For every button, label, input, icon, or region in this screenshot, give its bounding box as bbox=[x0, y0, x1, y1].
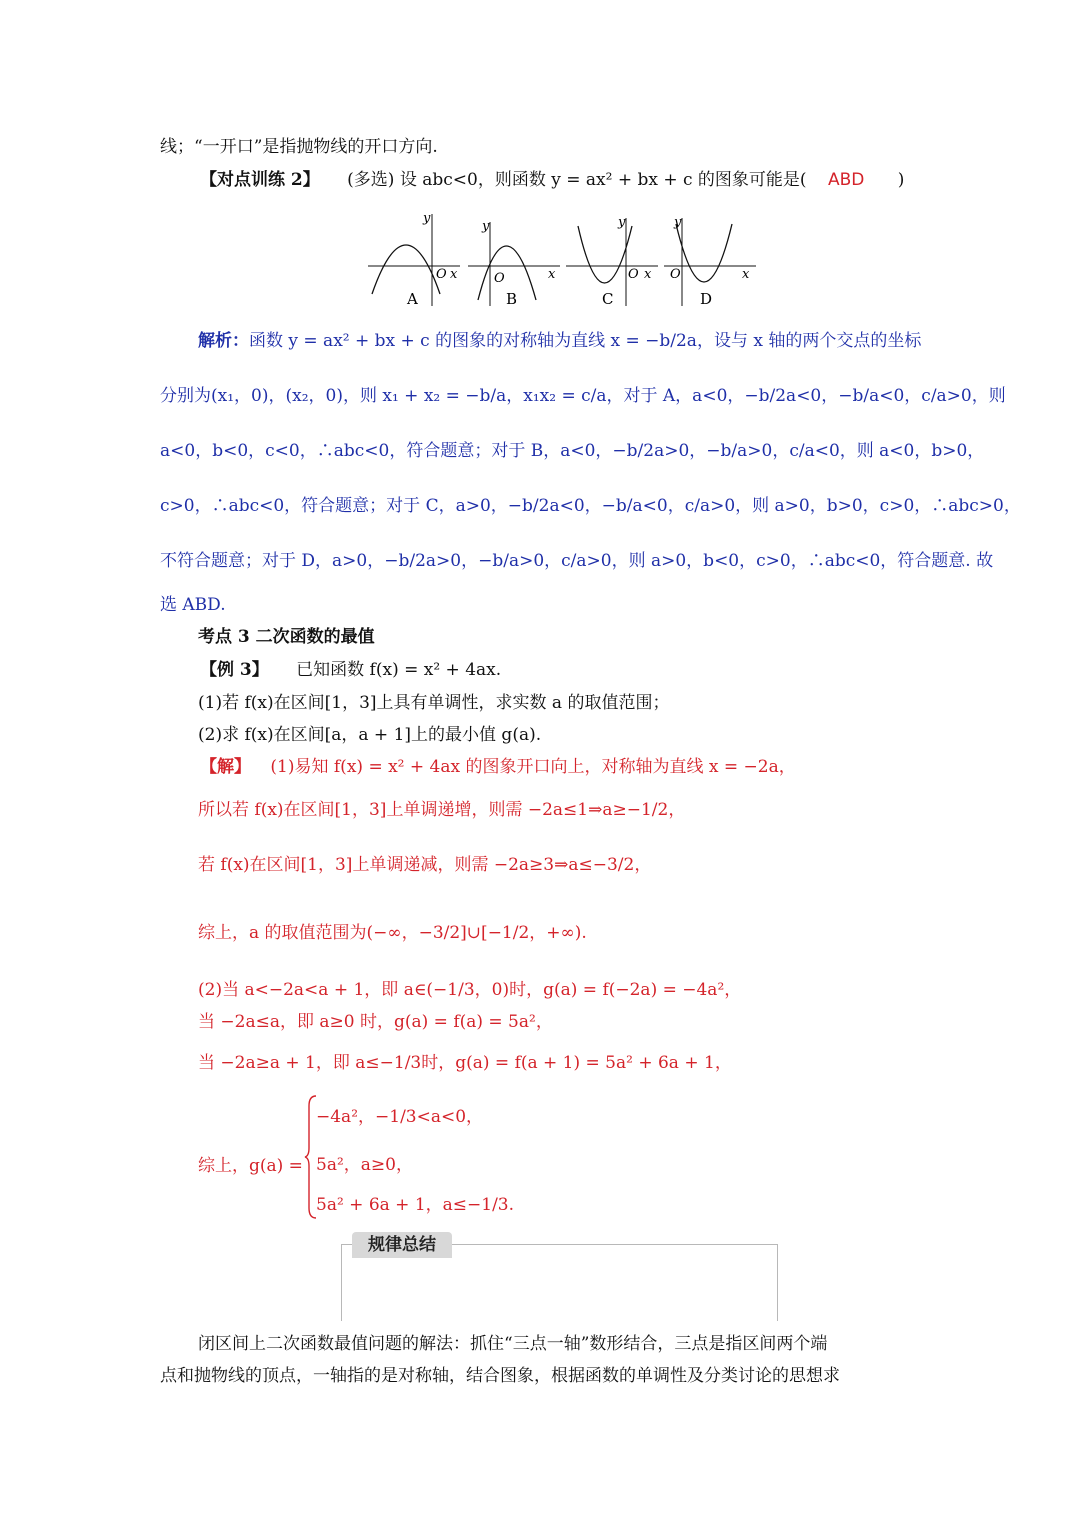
graph-b-origin: O bbox=[494, 271, 505, 286]
exercise-line bbox=[200, 165, 904, 190]
exercise-label: 【对点训练 2】 bbox=[200, 170, 320, 190]
exercise-close-paren: ) bbox=[897, 170, 905, 190]
piecewise-case-3: 5a² + 6a + 1，a≤−1/3. bbox=[316, 1195, 515, 1215]
graph-a-origin: O bbox=[436, 267, 447, 282]
analysis-line-2: 分别为(x₁，0)，(x₂，0)，则 x₁ + x₂ = −b/a，x₁x₂ = c/a，对于 A，a<0，−b/2a<0，−b/a<0，c/a>0，则 bbox=[160, 386, 1006, 406]
example-label: 【例 3】 bbox=[200, 660, 269, 680]
solution-line-7: 当 −2a≥a + 1，即 a≤−1/3时，g(a) = f(a + 1) = 5a² + 6a + 1， bbox=[198, 1053, 732, 1073]
analysis-label: 解析： bbox=[198, 331, 249, 351]
solution-line-1 bbox=[200, 752, 796, 777]
graph-c-letter: C bbox=[602, 290, 614, 308]
solution-line-4: 综上，a 的取值范围为(−∞，−3/2]∪[−1/2，+∞). bbox=[198, 923, 587, 943]
example-line bbox=[200, 655, 501, 680]
piecewise-case-1: −4a²，−1/3<a<0， bbox=[316, 1107, 484, 1127]
summary-tab: 规律总结 bbox=[352, 1232, 452, 1258]
analysis-text-1: 函数 y = ax² + bx + c 的图象的对称轴为直线 x = −b/2a，设与 x 轴的两个交点的坐标 bbox=[249, 331, 922, 351]
exercise-answer: ABD bbox=[827, 170, 865, 190]
example-text: 已知函数 f(x) = x² + 4ax. bbox=[296, 660, 502, 680]
piecewise-case-2: 5a²，a≥0， bbox=[316, 1155, 413, 1175]
graph-c bbox=[564, 210, 660, 310]
analysis-line-3: a<0，b<0，c<0，∴abc<0，符合题意；对于 B，a<0，−b/2a>0，−b/a>0，c/a<0，则 a<0，b>0， bbox=[160, 441, 985, 461]
intro-line: 线；“一开口”是指抛物线的开口方向. bbox=[160, 137, 438, 157]
analysis-line-4: c>0，∴abc<0，符合题意；对于 C，a>0，−b/2a<0，−b/a<0，c/a>0，则 a>0，b>0，c>0，∴abc>0， bbox=[160, 496, 1021, 516]
summary-line-2: 点和抛物线的顶点，一轴指的是对称轴，结合图象，根据函数的单调性及分类讨论的思想求 bbox=[160, 1366, 840, 1386]
graph-d-letter: D bbox=[700, 290, 713, 308]
graph-a-x-label: x bbox=[450, 267, 458, 282]
graph-b-letter: B bbox=[506, 290, 518, 308]
graph-d-origin: O bbox=[670, 267, 681, 282]
solution-label: 【解】 bbox=[200, 757, 251, 777]
graph-b-y-label: y bbox=[482, 219, 490, 234]
analysis-line-5: 不符合题意；对于 D，a>0，−b/2a>0，−b/a>0，c/a>0，则 a>0，b<0，c>0，∴abc<0，符合题意. 故 bbox=[160, 551, 994, 571]
analysis-line-1 bbox=[198, 326, 921, 351]
graph-c-origin: O bbox=[628, 267, 639, 282]
solution-text-1: (1)易知 f(x) = x² + 4ax 的图象开口向上，对称轴为直线 x = −2a， bbox=[270, 757, 796, 777]
graph-b bbox=[466, 210, 562, 310]
graph-d-y-label: y bbox=[674, 215, 682, 230]
example-question-2: (2)求 f(x)在区间[a，a + 1]上的最小值 g(a). bbox=[198, 725, 542, 745]
summary-line-1: 闭区间上二次函数最值问题的解法：抓住“三点一轴”数形结合，三点是指区间两个端 bbox=[198, 1334, 828, 1354]
solution-line-2: 所以若 f(x)在区间[1，3]上单调递增，则需 −2a≤1⇒a≥−1/2， bbox=[198, 800, 686, 820]
example-question-1: (1)若 f(x)在区间[1，3]上具有单调性，求实数 a 的取值范围； bbox=[198, 693, 670, 713]
graph-a-letter: A bbox=[407, 290, 418, 308]
graph-d-x-label: x bbox=[742, 267, 750, 282]
solution-line-5: (2)当 a<−2a<a + 1，即 a∈(−1/3，0)时，g(a) = f(−2a) = −4a²， bbox=[198, 980, 742, 1000]
graph-c-x-label: x bbox=[644, 267, 652, 282]
graph-a-y-label: y bbox=[423, 211, 431, 226]
graph-d bbox=[662, 210, 758, 310]
analysis-line-6: 选 ABD. bbox=[160, 595, 226, 615]
solution-line-6: 当 −2a≤a，即 a≥0 时，g(a) = f(a) = 5a²， bbox=[198, 1012, 553, 1032]
section-title: 考点 3 二次函数的最值 bbox=[198, 627, 375, 647]
graph-c-y-label: y bbox=[618, 215, 626, 230]
graph-b-x-label: x bbox=[548, 267, 556, 282]
solution-line-3: 若 f(x)在区间[1，3]上单调递减，则需 −2a≥3⇒a≤−3/2， bbox=[198, 855, 652, 875]
graph-a bbox=[366, 210, 462, 310]
solution-final-prefix: 综上，g(a) = bbox=[198, 1156, 303, 1176]
exercise-text: (多选) 设 abc<0，则函数 y = ax² + bx + c 的图象可能是( bbox=[347, 170, 807, 190]
